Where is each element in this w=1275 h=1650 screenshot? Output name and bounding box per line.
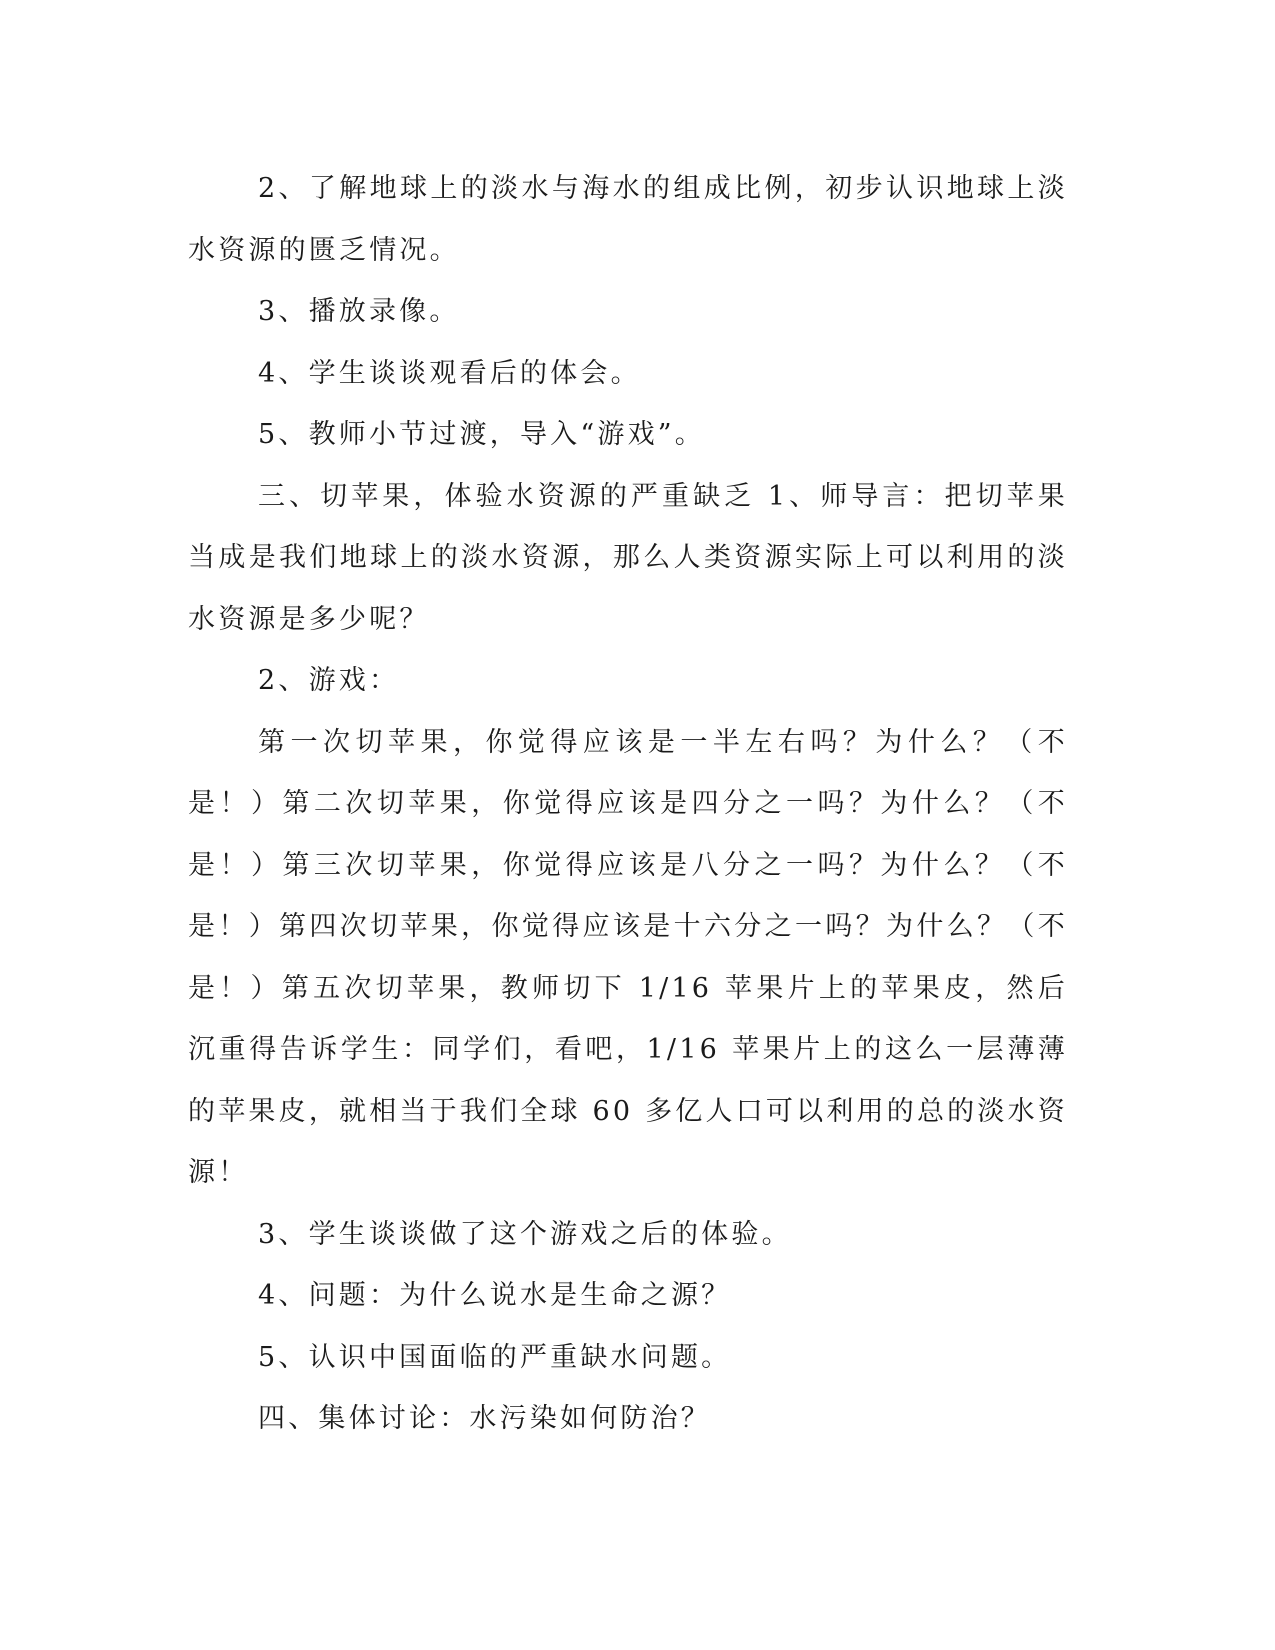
document-body (188, 158, 1068, 1450)
paragraph-game-experience: 3、学生谈谈做了这个游戏之后的体验。 (258, 1218, 792, 1250)
paragraph-apple-cutting-game: 第一次切苹果，你觉得应该是一半左右吗？为什么？（不是！）第二次切苹果，你觉得应该是四分之一吗？为什么？（不是！）第三次切苹果，你觉得应该是八分之一吗？为什么？（不是！）第四次切苹果，你觉得应该是十六分之一吗？为什么？（不是！）第五次切苹果，教师切下 1/16 苹果片上的苹果皮，然后沉重得告诉学生：同学们，看吧，1/16 苹果片上的这么一层薄薄的苹果皮，就相当于我们全球 60 多亿人口可以利用的总的淡水资源！ (188, 726, 1068, 1188)
paragraph-teacher-transition: 5、教师小节过渡，导入“游戏”。 (258, 419, 705, 450)
paragraph-section-four-discussion: 四、集体讨论：水污染如何防治？ (258, 1403, 711, 1434)
paragraph-goal-freshwater-ratio: 2、了解地球上的淡水与海水的组成比例，初步认识地球上淡水资源的匮乏情况。 (188, 173, 1068, 266)
paragraph-china-water-shortage: 5、认识中国面临的严重缺水问题。 (258, 1341, 732, 1373)
paragraph-play-video: 3、播放录像。 (258, 296, 460, 327)
paragraph-student-reflection: 4、学生谈谈观看后的体会。 (258, 357, 641, 389)
paragraph-question-water-life: 4、问题：为什么说水是生命之源？ (258, 1280, 732, 1311)
paragraph-section-three-apple: 三、切苹果，体验水资源的严重缺乏 1、师导言：把切苹果当成是我们地球上的淡水资源，那么人类资源实际上可以利用的淡水资源是多少呢？ (188, 480, 1068, 635)
paragraph-game-heading: 2、游戏： (258, 665, 400, 696)
